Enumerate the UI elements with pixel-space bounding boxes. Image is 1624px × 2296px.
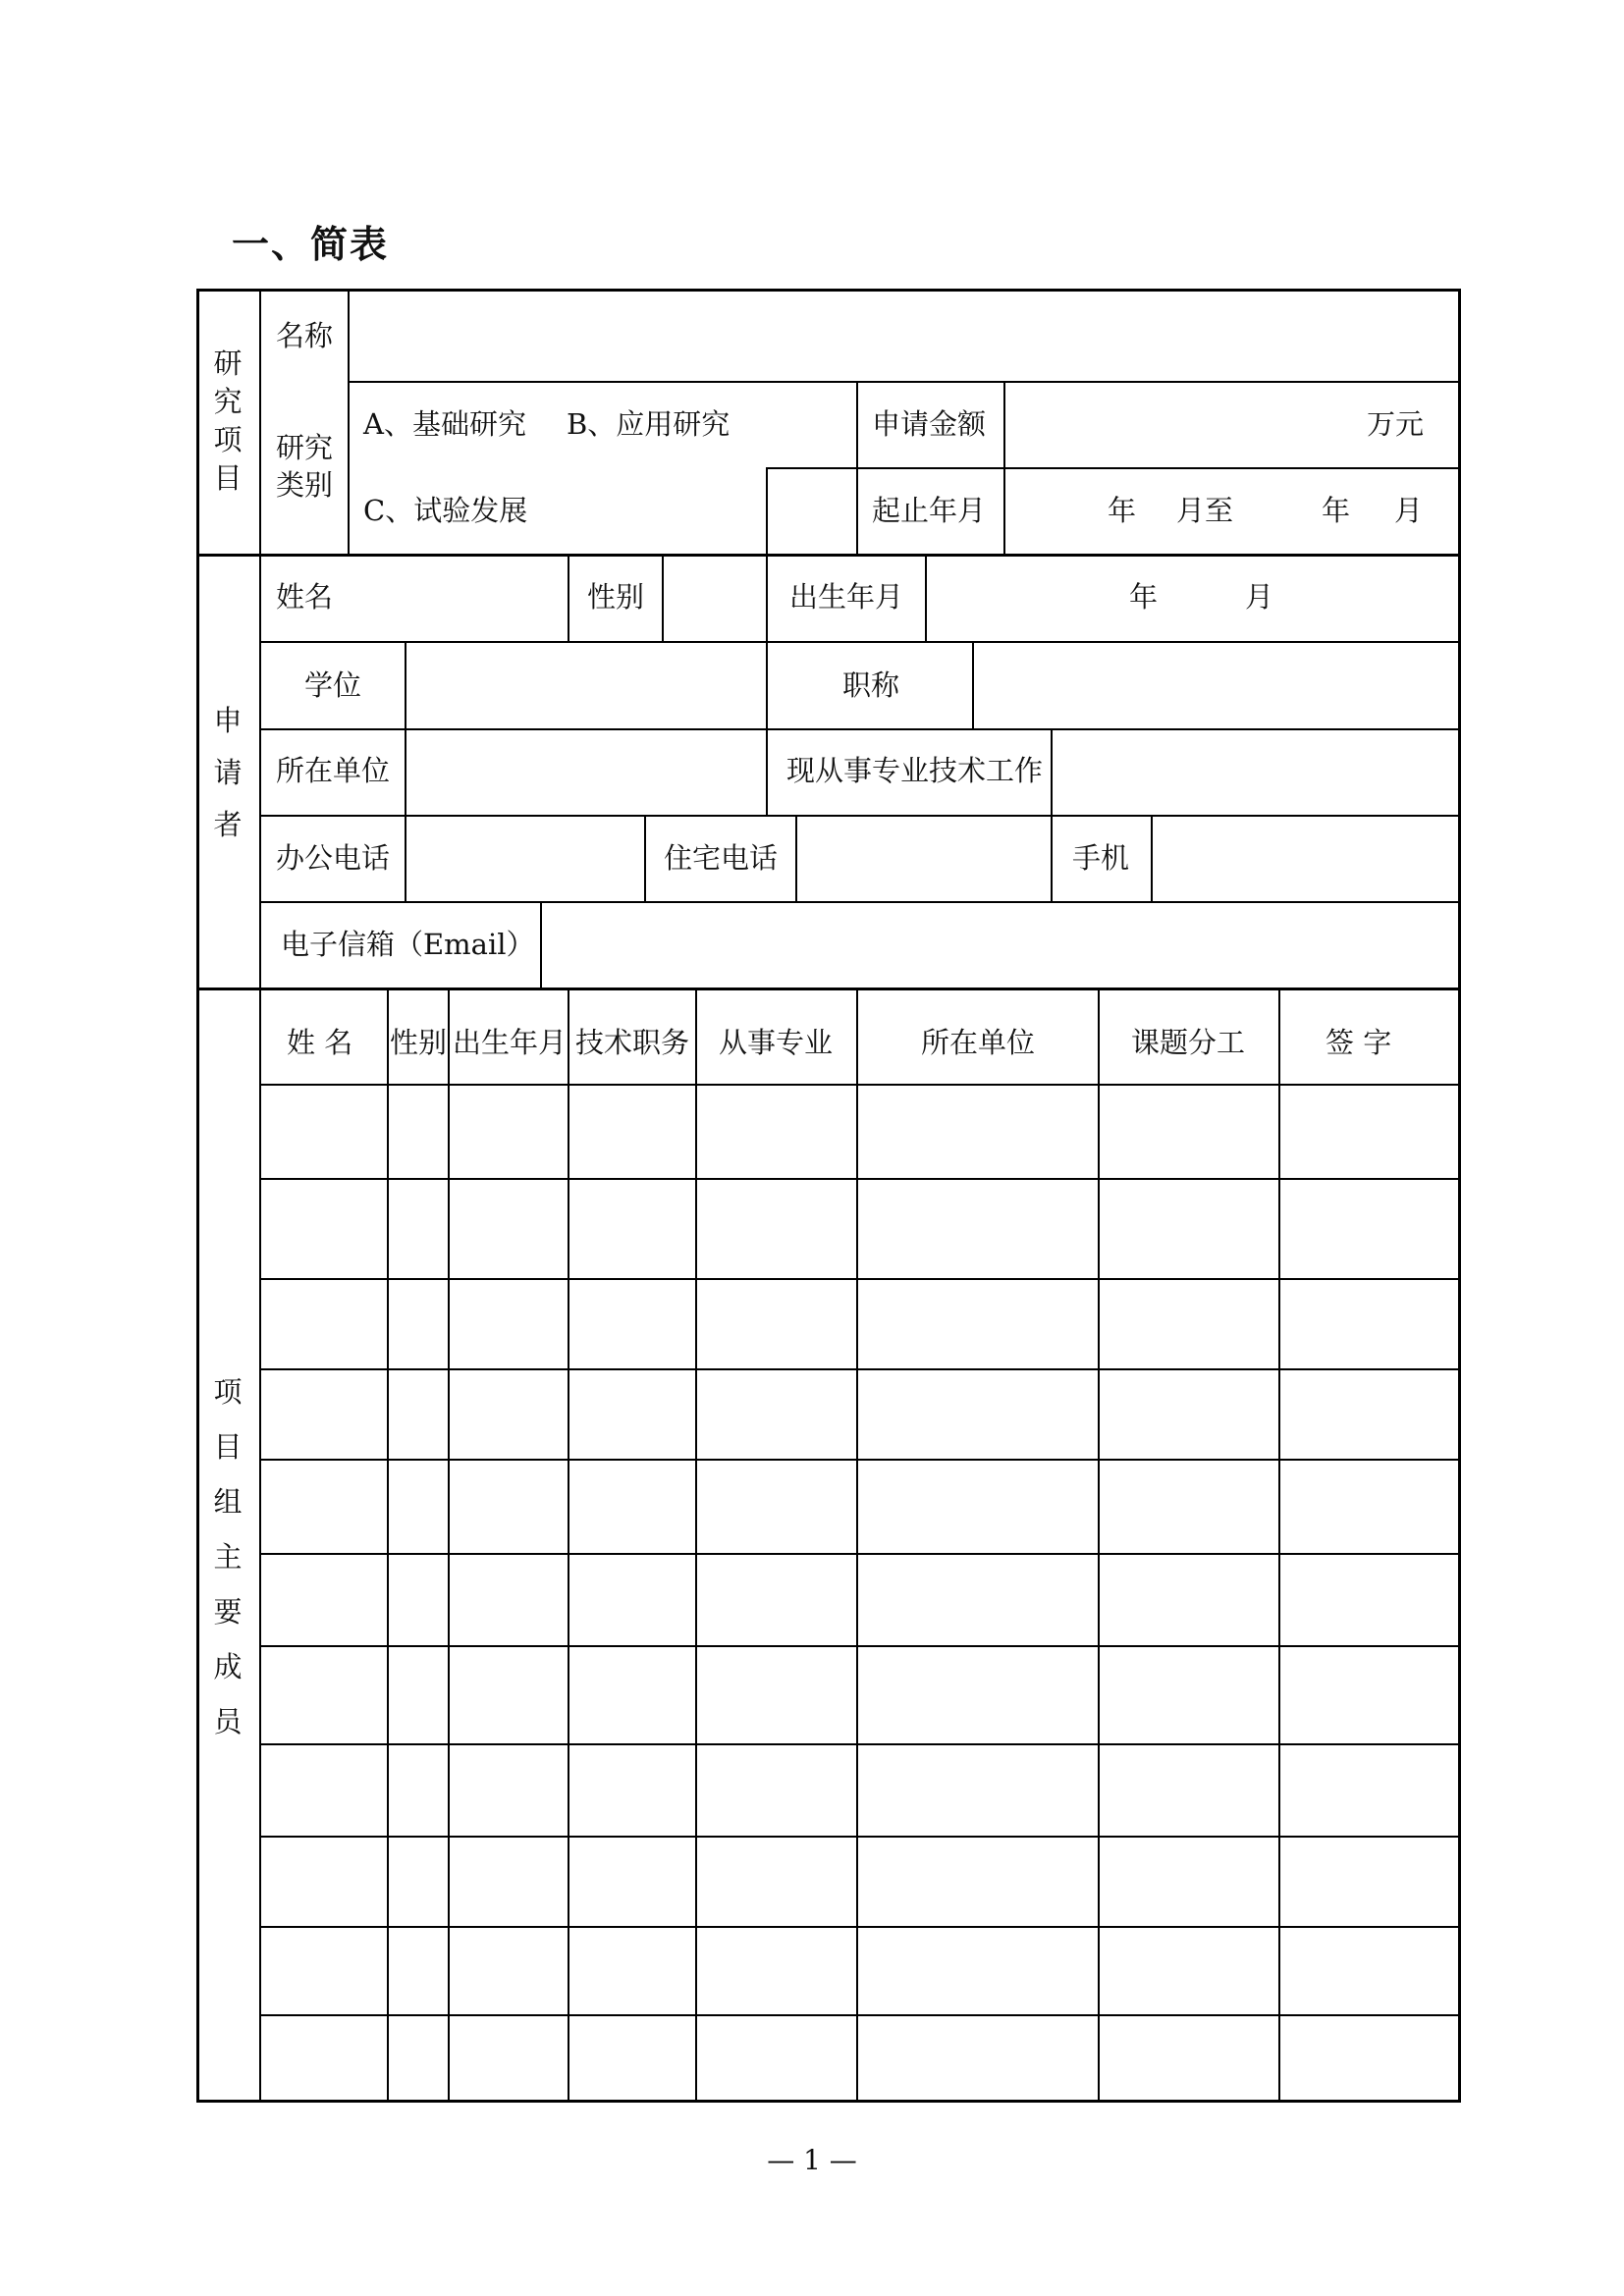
member-header-signature: 签 字	[1326, 1026, 1392, 1059]
member-header-org: 所在单位	[921, 1026, 1036, 1059]
amount-unit: 万元	[1367, 407, 1425, 441]
amount-label: 申请金额	[872, 407, 987, 441]
applicant-gender-label: 性别	[587, 580, 645, 614]
members-section-label: 项 目 组 主 要 成 员	[213, 1375, 243, 1738]
member-header-gender: 性别	[390, 1026, 448, 1059]
applicant-birth-year: 年	[1129, 580, 1159, 614]
applicant-name-label: 姓名	[276, 580, 334, 614]
applicant-birth-label: 出生年月	[789, 580, 904, 614]
member-header-tech-title: 技术职务	[575, 1026, 690, 1059]
period-year-1: 年	[1108, 494, 1137, 527]
office-phone-label: 办公电话	[276, 841, 391, 875]
option-basic-research[interactable]: A、基础研究	[363, 407, 526, 441]
period-month-to: 月至	[1176, 494, 1234, 527]
member-header-specialty: 从事专业	[719, 1026, 834, 1059]
mobile-label: 手机	[1072, 841, 1130, 875]
option-experimental-development[interactable]: C、试验发展	[363, 494, 528, 527]
page-heading: 一、简表	[232, 223, 390, 266]
applicant-section-label: 申 请 者	[213, 704, 243, 841]
period-month-2: 月	[1394, 494, 1424, 527]
applicant-degree-label: 学位	[304, 668, 362, 702]
applicant-birth-month: 月	[1245, 580, 1274, 614]
option-applied-research[interactable]: B、应用研究	[567, 407, 731, 441]
project-category-label-2: 类别	[276, 468, 334, 502]
project-category-label-1: 研究	[276, 431, 334, 464]
member-header-birth: 出生年月	[453, 1026, 568, 1059]
page-number: — 1 —	[767, 2144, 857, 2176]
period-label: 起止年月	[872, 494, 987, 527]
project-name-label: 名称	[276, 319, 334, 352]
applicant-org-label: 所在单位	[276, 754, 391, 787]
project-section-label: 研 究 项 目	[213, 347, 243, 495]
applicant-work-label: 现从事专业技术工作	[786, 754, 1044, 787]
home-phone-label: 住宅电话	[664, 841, 779, 875]
email-label: 电子信箱（Email）	[281, 928, 535, 961]
member-header-task: 课题分工	[1131, 1026, 1246, 1059]
member-header-name: 姓 名	[287, 1026, 353, 1059]
period-year-2: 年	[1322, 494, 1351, 527]
applicant-title-label: 职称	[842, 668, 900, 702]
